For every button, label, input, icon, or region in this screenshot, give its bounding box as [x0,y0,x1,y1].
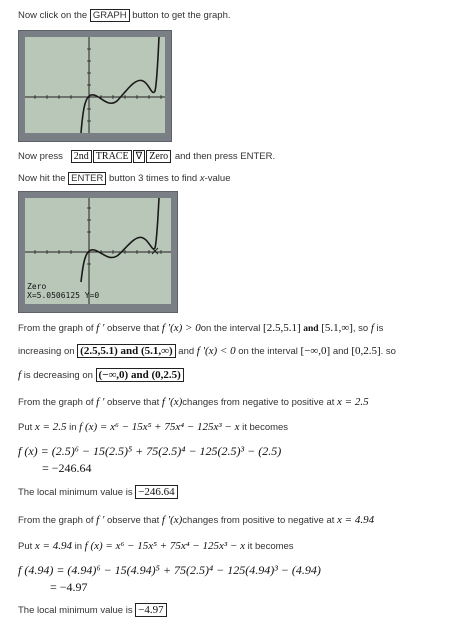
function-curve [81,37,159,133]
increasing-answer-box: (2.5,5.1) and (5.1,∞) [77,344,175,358]
key-trace: TRACE [93,150,132,163]
instruction-zero: Now press 2nd TRACE ∇ Zero and then press ENTER. [18,151,276,162]
axis-ticks [35,49,161,121]
local-min-result-2: The local minimum value is −4.97 [18,604,167,616]
observation-maximum: From the graph of f ' observe that f '(x)changes from positive to negative at x = 4.94 [18,514,375,526]
substitution-1: Put x = 2.5 in f (x) = x⁶ − 15x⁵ + 75x⁴ − 125x³ − x it becomes [18,421,289,433]
calculator-graph-1 [18,30,172,142]
enter-key: ENTER [68,172,106,185]
observation-increasing: From the graph of f ' observe that f '(x) > 0on the interval [2.5,5.1] and [5.1,∞], so f is [18,322,384,334]
instruction-graph: Now click on the GRAPH button to get the graph. [18,10,231,21]
result-box-2: −4.97 [135,603,166,617]
calculator-screen-1 [25,37,165,133]
result-box-1: −246.64 [135,485,177,499]
observation-intervals: increasing on (2.5,5.1) and (5.1,∞) and f '(x) < 0 on the interval [−∞,0] and [0,2.5]. so [18,345,396,357]
observation-decreasing: f is decreasing on (−∞,0) and (0,2.5) [18,369,184,381]
key-zero: Zero [146,150,171,163]
decreasing-answer-box: (−∞,0) and (0,2.5) [96,368,184,382]
substitution-2: Put x = 4.94 in f (x) = x⁶ − 15x⁵ + 75x⁴ − 125x³ − x it becomes [18,540,294,552]
axis-ticks [35,208,161,264]
instruction-enter: Now hit the ENTER button 3 times to find x-value [18,173,231,184]
calculator-graph-2 [18,191,178,313]
local-min-result-1: The local minimum value is −246.64 [18,486,178,498]
key-2nd: 2nd [71,150,92,163]
graph-key: GRAPH [90,9,130,22]
observation-minimum: From the graph of f ' observe that f '(x)changes from negative to positive at x = 2.5 [18,396,369,408]
equation-1: f (x) = (2.5)⁶ − 15(2.5)⁵ + 75(2.5)⁴ − 125(2.5)³ − (2.5) = −246.64 [18,444,282,475]
equation-2: f (4.94) = (4.94)⁶ − 15(4.94)⁵ + 75(2.5)⁴ − 125(4.94)³ − (4.94) = −4.97 [18,563,321,594]
function-curve [81,198,159,282]
calculator-readout: Zero X=5.0506125 Y=0 [27,282,100,300]
calculator-screen-2 [25,198,171,304]
graph-plot-1 [25,37,165,133]
key-down: ∇ [133,150,146,163]
